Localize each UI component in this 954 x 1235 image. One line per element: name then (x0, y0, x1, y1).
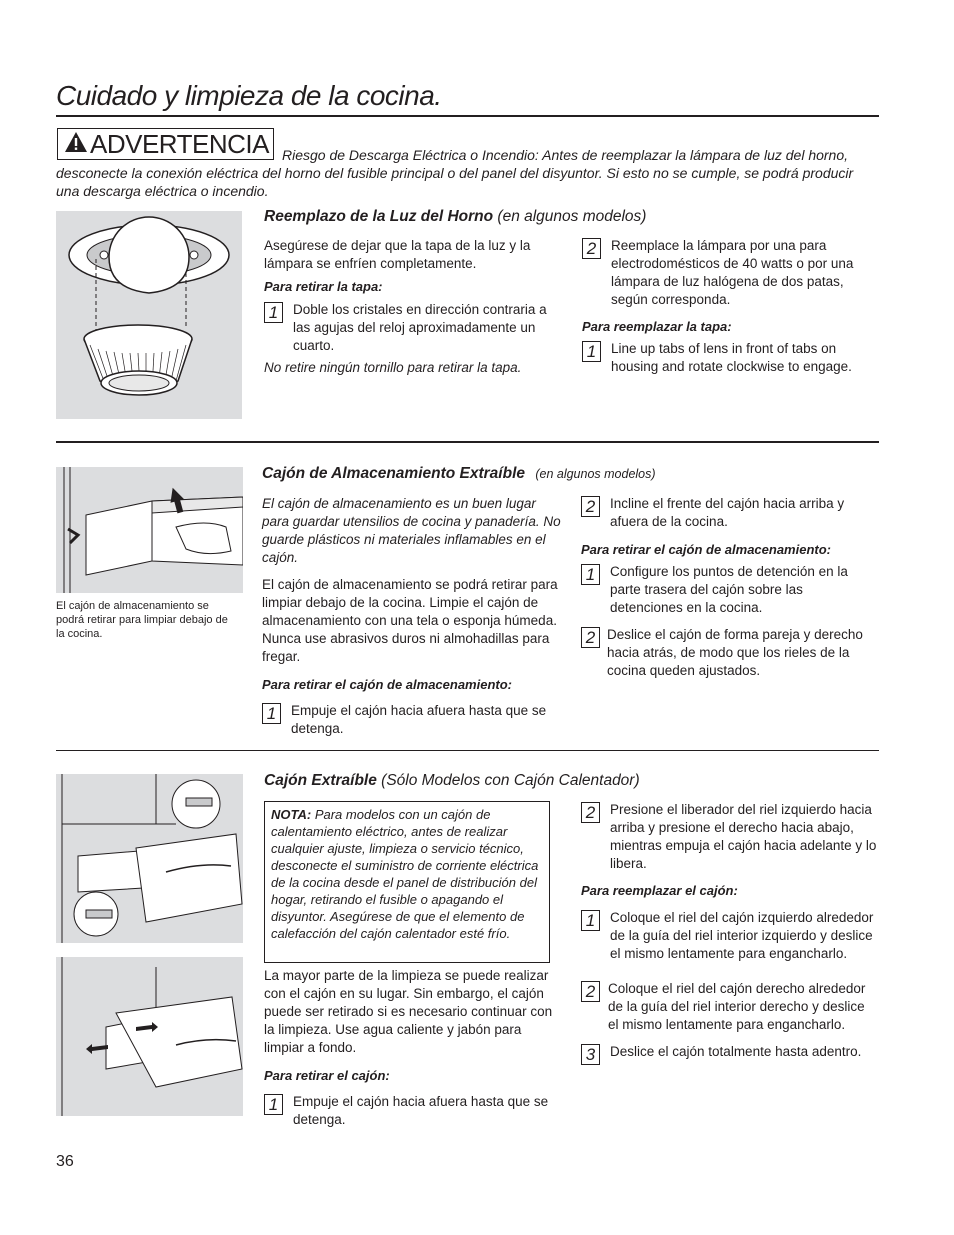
step-text: Configure los puntos de detención en la parte trasera del cajón sobre las detenciones en la cocina. (610, 564, 848, 615)
note-text: Para modelos con un cajón de calentamiento eléctrico, antes de realizar cualquier ajuste, limpieza o servicio técnico, desconecte el suministro de corriente eléctrica de la cocina desde el panel de distribución del hogar, retirando el fusible o apagando el disyuntor. Asegúrese de que el elemento de calefacción del cajón calentador esté frío. (271, 807, 539, 941)
warming-drawer-body: La mayor parte de la limpieza se puede realizar con el cajón en su lugar. Sin embargo, el cajón puede ser retirado si es necesario continuar con la limpieza. Use agua caliente y jabón para limpiar a fondo. (264, 968, 553, 1055)
warming-drawer-illustration-bottom (56, 957, 243, 1116)
oven-light-heading (264, 208, 646, 226)
warming-drawer-subtitle: (Sólo Modelos con Cajón Calentador) (381, 772, 640, 789)
warming-drawer-replace-step-3 (581, 1043, 877, 1065)
step-number: 3 (581, 1044, 600, 1065)
storage-drawer-right-column (581, 495, 877, 680)
warming-drawer-left-column (264, 967, 564, 1129)
storage-drawer-replace-step-2 (581, 626, 877, 680)
storage-drawer-replace-step-1 (581, 563, 877, 617)
step-text: Empuje el cajón hacia afuera hasta que se detenga. (293, 1094, 549, 1127)
step-number: 2 (581, 981, 600, 1002)
oven-light-intro: Asegúrese de dejar que la tapa de la luz y la lámpara se enfríen completamente. (264, 238, 531, 271)
oven-light-replace-label: Para reemplazar la tapa: (582, 319, 732, 334)
oven-light-replace-step-1 (582, 340, 874, 376)
storage-drawer-body: El cajón de almacenamiento se podrá retirar para limpiar debajo de la cocina. Limpie el cajón de almacenamiento con una tela o esponja húmeda. Nunca use abrasivos duros ni almohadillas para fregar. (262, 577, 558, 664)
page-title: Cuidado y limpieza de la cocina. (56, 80, 442, 111)
warming-drawer-replace-step-2 (581, 980, 877, 1034)
oven-light-remove-step-1 (264, 301, 564, 355)
oven-light-right-column (582, 237, 874, 376)
warming-drawer-remove-step-1 (264, 1093, 564, 1129)
oven-light-remove-label: Para retirar la tapa: (264, 279, 383, 294)
warming-drawer-illustration-top (56, 774, 243, 943)
step-number: 1 (582, 341, 601, 362)
storage-drawer-remove-label: Para retirar el cajón de almacenamiento: (262, 677, 512, 692)
step-text: Coloque el riel del cajón derecho alrededor de la guía del riel interior derecho y deslice el mismo lentamente para engancharlo. (608, 981, 866, 1032)
oven-light-remove-note: No retire ningún tornillo para retirar la tapa. (264, 360, 522, 375)
step-number: 1 (581, 564, 600, 585)
step-number: 2 (582, 238, 601, 259)
step-text: Empuje el cajón hacia afuera hasta que se detenga. (291, 703, 547, 736)
warming-drawer-replace-label: Para reemplazar el cajón: (581, 883, 738, 898)
storage-drawer-remove-step-1 (262, 702, 562, 738)
warming-drawer-note (264, 801, 550, 963)
step-number: 2 (581, 627, 600, 648)
step-text: Incline el frente del cajón hacia arriba y afuera de la cocina. (610, 496, 845, 529)
storage-drawer-remove-step-2 (581, 495, 877, 531)
step-number: 1 (262, 703, 281, 724)
storage-drawer-illustration (56, 467, 243, 593)
note-paragraph (271, 806, 543, 942)
storage-drawer-intro: El cajón de almacenamiento es un buen lugar para guardar utensilios de cocina y panadería. No guarde plásticos ni materiales inflamables en el cajón. (262, 496, 561, 565)
note-label: NOTA: (271, 807, 312, 822)
section-divider-1 (56, 441, 879, 443)
step-text: Deslice el cajón de forma pareja y derecho hacia atrás, de modo que los rieles de la cocina queden ajustados. (607, 627, 863, 678)
warming-drawer-heading (264, 772, 640, 790)
storage-drawer-left-column (262, 495, 562, 738)
step-text: Reemplace la lámpara por una para electrodomésticos de 40 watts o por una lámpara de luz halógena de dos patas, según corresponda. (611, 238, 854, 307)
warning-text: Riesgo de Descarga Eléctrica o Incendio: Antes de reemplazar la lámpara de luz del horno, desconecte la conexión eléctrica del horno del fusible principal o del panel del disyuntor. Si esto no se cumple, se podrá producir una descarga eléctrica o incendio. (56, 147, 854, 199)
step-text: Presione el liberador del riel izquierdo hacia arriba y presione el derecho hacia abajo, mientras empuja el cajón hacia adelante y lo libera. (610, 802, 877, 871)
storage-drawer-title: Cajón de Almacenamiento Extraíble (262, 465, 526, 482)
step-number: 1 (264, 302, 283, 323)
storage-drawer-replace-label: Para retirar el cajón de almacenamiento: (581, 542, 831, 557)
storage-drawer-heading (262, 465, 656, 483)
step-text: Deslice el cajón totalmente hasta adentro. (610, 1044, 862, 1059)
warming-drawer-right-column (581, 801, 877, 1065)
storage-drawer-caption: El cajón de almacenamiento se podrá retirar para limpiar debajo de la cocina. (56, 600, 228, 640)
section-divider-2 (56, 750, 879, 751)
storage-drawer-subtitle: (en algunos modelos) (535, 467, 656, 481)
oven-light-illustration (56, 211, 242, 419)
step-number: 2 (581, 802, 600, 823)
step-number: 2 (581, 496, 600, 517)
oven-light-left-column (264, 237, 564, 377)
oven-light-step-2 (582, 237, 874, 309)
warning-badge-label: ADVERTENCIA (90, 128, 269, 159)
warming-drawer-remove-label: Para retirar el cajón: (264, 1068, 390, 1083)
step-text: Doble los cristales en dirección contraria a las agujas del reloj aproximadamente un cuarto. (293, 302, 547, 353)
oven-light-subtitle: (en algunos modelos) (497, 208, 647, 225)
title-rule (56, 115, 879, 117)
page-number: 36 (56, 1153, 74, 1170)
step-text: Coloque el riel del cajón izquierdo alrededor de la guía del riel interior izquierdo y deslice el mismo lentamente para engancharlo. (610, 910, 874, 961)
warming-drawer-title: Cajón Extraíble (264, 772, 377, 789)
oven-light-title: Reemplazo de la Luz del Horno (264, 208, 494, 225)
warming-drawer-remove-step-2 (581, 801, 877, 873)
warming-drawer-replace-step-1 (581, 909, 877, 963)
step-text: Line up tabs of lens in front of tabs on housing and rotate clockwise to engage. (611, 341, 852, 374)
step-number: 1 (581, 910, 600, 931)
step-number: 1 (264, 1094, 283, 1115)
